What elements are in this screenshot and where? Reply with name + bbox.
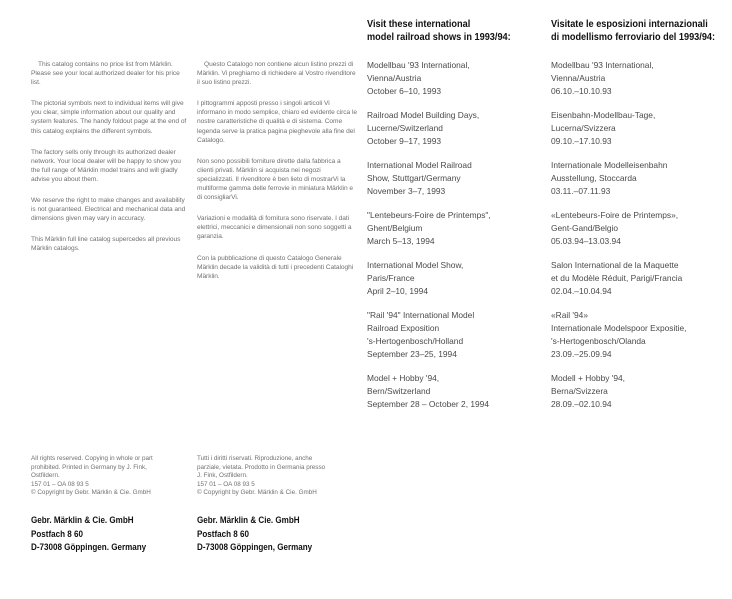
note-pictorial-symbols-it: I pittogrammi apposti presso i singoli articoli Vi informano in modo semplice, chiaro ed evidente circa le nostre caratteristiche di qualità e di sistema. Come legenda serve la pratica pagina pieghevole alla fine del Catalogo.: [197, 100, 357, 144]
show-location: Ausstellung, Stoccarda: [551, 173, 637, 183]
show-title-cont: Internationale Modelspoor Expositie,: [551, 323, 687, 333]
show-title: Eisenbahn-Modellbau-Tage,: [551, 110, 656, 120]
show-entry-it: [551, 259, 731, 298]
show-title: "Lentebeurs-Foire de Printemps",: [367, 210, 491, 220]
shows-heading-line-1-it: Visitate le esposizioni internazionali: [551, 19, 708, 30]
legal-line: Tutti i diritti riservati. Riproduzione, anche: [197, 455, 313, 462]
show-location: Gent-Gand/Belgio: [551, 223, 619, 233]
show-title: International Model Show,: [367, 260, 464, 270]
show-entry-it: [551, 59, 731, 98]
show-date: 06.10.–10.10.93: [551, 86, 612, 96]
note-dealer-network: The factory sells only through its authorized dealer network. Your local dealer will be happy to show you the full range of Märklin model trains and will gladly advise you about them.: [31, 148, 181, 183]
legal-notice-english: [31, 455, 196, 498]
show-location: Vienna/Austria: [367, 73, 422, 83]
show-title: Modellbau '93 International,: [551, 60, 654, 70]
show-title: Railroad Model Building Days,: [367, 110, 480, 120]
show-location: 's-Hertogenbosch/Olanda: [551, 336, 646, 346]
shows-heading: [367, 18, 534, 44]
show-title: "Rail '94" International Model: [367, 310, 475, 320]
catalog-code: 157 01 – OA 08 93 5: [197, 480, 255, 488]
show-location: et du Modèle Réduit, Parigi/Francia: [551, 273, 683, 283]
show-location: Paris/France: [367, 273, 415, 283]
show-location: Berna/Svizzera: [551, 386, 608, 396]
show-entry-it: [551, 372, 731, 411]
note-dealer-network-it: Non sono possibili forniture dirette dalla fabbrica a clienti privati. Märklin si acquista nei negozi specializzati. Il rivenditore è ben lieto di mostrarVi la multiforme gamma delle ferrovie in miniatura Märklin e di consigliarVi.: [197, 157, 353, 202]
show-entry: [367, 259, 552, 298]
show-entry: [367, 309, 552, 361]
legal-line: parziale, vietata. Prodotto in Germania presso: [197, 463, 326, 471]
show-location: Lucerna/Svizzera: [551, 123, 616, 133]
show-entry-it: [551, 159, 731, 198]
show-date: 23.09.–25.09.94: [551, 349, 612, 359]
shows-heading-line-2: model railroad shows in 1993/94:: [367, 32, 511, 43]
show-entry-it: [551, 309, 731, 361]
show-title: «Rail '94»: [551, 310, 588, 320]
show-title: Model + Hobby '94,: [367, 373, 440, 383]
show-date: April 2–10, 1994: [367, 286, 428, 296]
city-line: D-73008 Göppingen. Germany: [31, 541, 147, 552]
shows-italian: [551, 18, 731, 422]
show-entry: [367, 59, 552, 98]
show-date: 02.04.–10.04.94: [551, 286, 612, 296]
notes-italian: [197, 60, 357, 293]
shows-heading-line-1: Visit these international: [367, 19, 471, 30]
show-location: Lucerne/Switzerland: [367, 123, 443, 133]
company-name: Gebr. Märklin & Cie. GmbH: [197, 514, 300, 525]
show-location: Vienna/Austria: [551, 73, 606, 83]
note-reserve-right-it: Variazioni e modalità di fornitura sono riservate. I dati elettrici, meccanici e dimensionali non sono soggetti a garanzia.: [197, 215, 352, 241]
show-date: 05.03.94–13.03.94: [551, 236, 621, 246]
company-address-italian: [197, 513, 331, 554]
note-price-list: This catalog contains no price list from Märklin. Please see your local authorized dealer for his price list.: [31, 61, 180, 87]
note-reserve-right: We reserve the right to make changes and availability is not guaranteed. Electrical and mechanical data and dimensions given may vary in accuracy.: [31, 197, 186, 223]
copyright-line: © Copyright by Gebr. Märklin & Cie. GmbH: [31, 489, 151, 496]
shows-heading-line-2-it: di modellismo ferroviario del 1993/94:: [551, 32, 716, 43]
show-location: Ghent/Belgium: [367, 223, 423, 233]
show-entry: [367, 159, 552, 198]
show-title: Modell + Hobby '94,: [551, 373, 625, 383]
show-entry-it: [551, 209, 731, 248]
show-location: 's-Hertogenbosch/Holland: [367, 336, 464, 346]
show-title: Salon International de la Maquette: [551, 260, 679, 270]
show-date: October 9–17, 1993: [367, 136, 442, 146]
show-date: 28.09.–02.10.94: [551, 399, 612, 409]
show-title: Modellbau '93 International,: [367, 60, 470, 70]
show-entry: [367, 372, 552, 411]
postbox: Postfach 8 60: [197, 527, 249, 539]
show-title: «Lentebeurs-Foire de Printemps»,: [551, 210, 679, 220]
show-date: March 5–13, 1994: [367, 236, 435, 246]
show-entry-it: [551, 109, 731, 148]
show-location: Show, Stuttgart/Germany: [367, 173, 461, 183]
notes-english: [31, 60, 191, 266]
company-address-english: [31, 513, 165, 554]
postbox: Postfach 8 60: [31, 527, 83, 539]
show-date: 09.10.–17.10.93: [551, 136, 612, 146]
show-entry: [367, 109, 552, 148]
note-pictorial-symbols: The pictorial symbols next to individual items will give you clear, simple information about our quality and system features. The handy foldout page at the end of this catalog explains the different symbols.: [31, 100, 187, 135]
show-date: October 6–10, 1993: [367, 86, 442, 96]
legal-line: J. Fink, Ostfildern.: [197, 472, 248, 479]
show-title-cont: Railroad Exposition: [367, 323, 440, 333]
show-title: International Model Railroad: [367, 160, 472, 170]
show-date: September 28 – October 2, 1994: [367, 399, 489, 409]
shows-english: [367, 18, 552, 422]
show-date: November 3–7, 1993: [367, 186, 446, 196]
legal-line: prohibited. Printed in Germany by J. Fink,: [31, 463, 147, 471]
legal-line: Ostfildern.: [31, 472, 60, 479]
show-title: Internationale Modelleisenbahn: [551, 160, 668, 170]
note-price-list-it: Questo Catalogo non contiene alcun listino prezzi di Märklin. Vi preghiamo di richiedere al Vostro rivenditore il suo listino prezzi.: [197, 61, 356, 87]
show-date: 03.11.–07.11.93: [551, 186, 611, 196]
legal-notice-italian: [197, 455, 362, 498]
legal-line: All rights reserved. Copying in whole or part: [31, 455, 153, 462]
shows-heading-it: [551, 18, 716, 44]
show-location: Bern/Switzerland: [367, 386, 431, 396]
catalog-code: 157 01 – OA 08 93 5: [31, 480, 89, 488]
copyright-line: © Copyright by Gebr. Märklin & Cie. GmbH: [197, 489, 317, 496]
note-supercedes-it: Con la pubblicazione di questo Catalogo Generale Märklin decade la validità di tutti i precedenti Cataloghi Märklin.: [197, 254, 354, 280]
note-supercedes: This Märklin full line catalog supercedes all previous Märklin catalogs.: [31, 236, 181, 253]
show-date: September 23–25, 1994: [367, 349, 457, 359]
company-name: Gebr. Märklin & Cie. GmbH: [31, 514, 134, 525]
show-entry: [367, 209, 552, 248]
city-line: D-73008 Göppingen, Germany: [197, 541, 313, 552]
